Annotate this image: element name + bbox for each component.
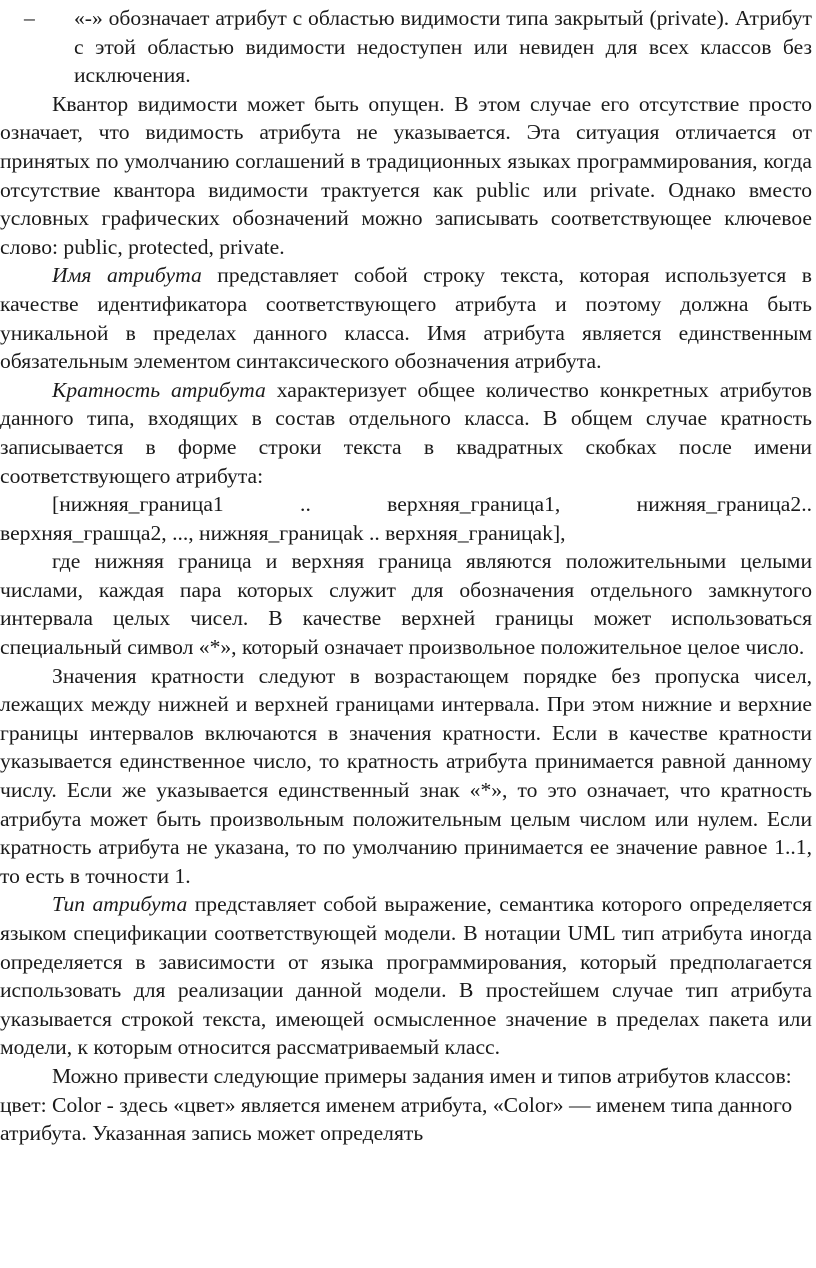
paragraph-attribute-type (0, 890, 812, 1062)
bullet-dash: – (24, 6, 35, 30)
formula-line-1: [нижняя_граница1 .. верхняя_граница1, нижняя_граница2.. (52, 492, 812, 517)
paragraph-multiplicity-values: Значения кратности следуют в возрастающем порядке без пропуска чисел, лежащих между нижней и верхней границами интервала. При этом нижние и верхние границы интервалов включаются в значения кратности. Если в качестве кратности указывается единственное число, то кратность атрибута принимается равной данному числу. Если же указывается единственный знак «*», то это означает, что кратность атрибута может быть произвольным положительным целым числом или нулем. Если кратность атрибута не указана, то по умолчанию принимается ее значение равное 1..1, то есть в точности 1. (0, 663, 812, 888)
paragraph-attribute-multiplicity (0, 376, 812, 490)
paragraph-bounds-definition: где нижняя граница и верхняя граница являются положительными целыми числами, каждая пара которых служит для обозначения отдельного замкнутого интервала целых чисел. В качестве верхней границы может использоваться специальный символ «*», который означает произвольное положительное целое число. (0, 549, 812, 660)
formula-line-2: верхняя_грашца2, ..., нижняя_границаk .. верхняя_границаk], (0, 520, 566, 545)
paragraph-attribute-name-text: представляет собой строку текста, которая используется в качестве идентификатора соответствующего атрибута и поэтому должна быть уникальной в пределах данного класса. Имя атрибута является единственным обязательным элементом синтаксического обозначения атрибута. (0, 263, 812, 374)
term-attribute-name: Имя атрибута (52, 263, 202, 288)
paragraph-attribute-name (0, 261, 812, 375)
paragraph-visibility-quantifier: Квантор видимости может быть опущен. В этом случае его отсутствие просто означает, что видимость атрибута не указывается. Эта ситуация отличается от принятых по умолчанию соглашений в традиционных языках программирования, когда отсутствие квантора видимости трактуется как public или private. Однако вместо условных графических обозначений можно записывать соответствующее ключевое слово: public, protected, private. (0, 91, 812, 259)
term-attribute-multiplicity: Кратность атрибута (52, 377, 266, 402)
paragraph-attribute-multiplicity-text: характеризует общее количество конкретных атрибутов данного типа, входящих в состав отдельного класса. В общем случае кратность записывается в форме строки текста в квадратных скобках после имени соответствующего атрибута: (0, 377, 812, 488)
bullet-private-visibility (0, 4, 812, 90)
term-attribute-type: Тип атрибута (52, 892, 188, 917)
bullet-private-text: «-» обозначает атрибут с областью видимости типа закрытый (private). Атрибут с этой областью видимости недоступен или невиден для всех классов без исключения. (74, 6, 812, 88)
paragraph-color-example: цвет: Color - здесь «цвет» является именем атрибута, «Color» — именем типа данного атрибута. Указанная запись может определять (0, 1092, 793, 1146)
paragraph-attribute-type-text: представляет собой выражение, семантика которого определяется языком спецификации соответствующей модели. В нотации UML тип атрибута иногда определяется в зависимости от языка программирования, который предполагается использовать для реализации данной модели. В простейшем случае тип атрибута указывается строкой текста, имеющей осмысленное значение в пределах пакета или модели, к которым относится рассматриваемый класс. (0, 892, 812, 1060)
paragraph-examples-intro: Можно привести следующие примеры задания имен и типов атрибутов классов: (52, 1063, 792, 1088)
